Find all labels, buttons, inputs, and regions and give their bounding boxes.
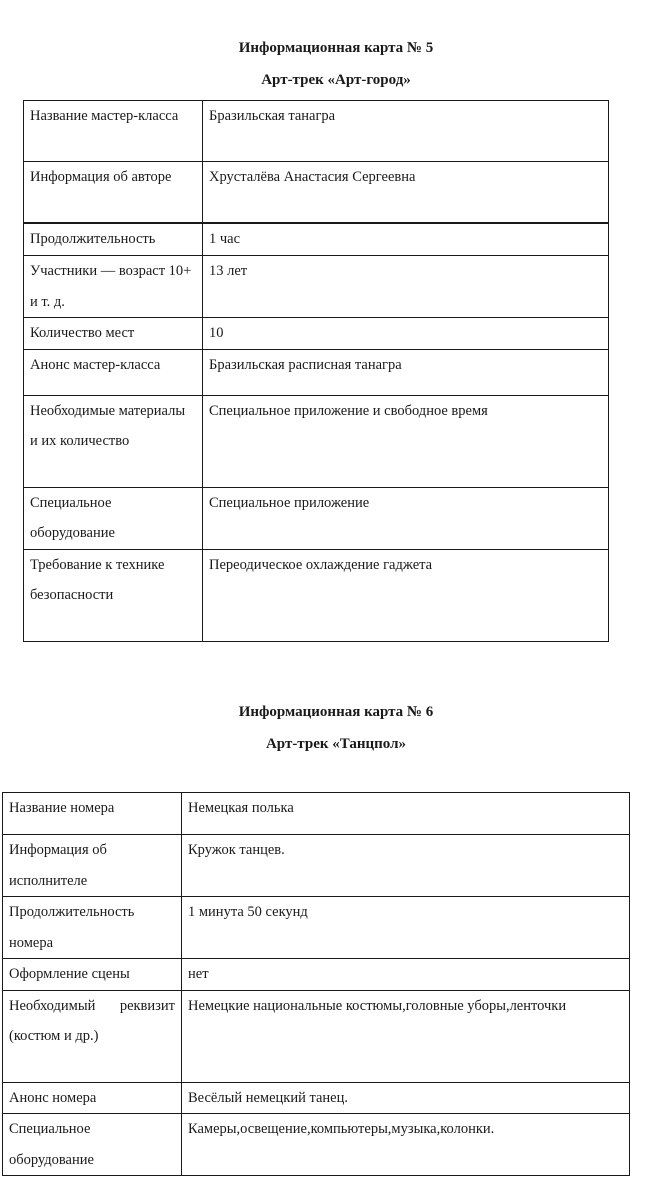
table-row <box>3 1082 630 1114</box>
row-label: Требование к технике безопасности <box>24 549 203 641</box>
table-row <box>24 487 609 549</box>
table-row <box>3 835 630 897</box>
row-label: Название мастер-класса <box>24 101 203 162</box>
card5-title: Информационная карта № 5 <box>238 40 434 56</box>
row-value: Немецкие национальные костюмы,головные уборы,ленточки <box>182 990 630 1082</box>
row-label: Специальное оборудование <box>3 1114 182 1176</box>
card6-title: Информационная карта № 6 <box>238 704 434 720</box>
row-label: Информация об авторе <box>24 162 203 223</box>
row-value: Весёлый немецкий танец. <box>182 1082 630 1114</box>
table-row <box>24 549 609 641</box>
table-row <box>24 162 609 223</box>
row-value: 1 час <box>203 223 609 256</box>
table-row <box>24 395 609 487</box>
row-value: Бразильская расписная танагра <box>203 349 609 395</box>
row-value: нет <box>182 959 630 991</box>
row-value: Специальное приложение и свободное время <box>203 395 609 487</box>
row-value: Кружок танцев. <box>182 835 630 897</box>
row-value: Хрусталёва Анастасия Сергеевна <box>203 162 609 223</box>
row-value: Камеры,освещение,компьютеры,музыка,колонки. <box>182 1114 630 1176</box>
row-label: Продолжительность номера <box>3 897 182 959</box>
table-row <box>24 101 609 162</box>
row-value: 1 минута 50 секунд <box>182 897 630 959</box>
row-label: Продолжительность <box>24 223 203 256</box>
card6-subtitle: Арт-трек «Танцпол» <box>265 736 407 752</box>
row-value: Специальное приложение <box>203 487 609 549</box>
table-row <box>24 223 609 256</box>
row-value: Бразильская танагра <box>203 101 609 162</box>
row-value: Переодическое охлаждение гаджета <box>203 549 609 641</box>
row-label: Участники — возраст 10+ и т. д. <box>24 256 203 318</box>
table-row <box>24 349 609 395</box>
table-row <box>3 959 630 991</box>
row-label: Необходимый реквизит (костюм и др.) <box>3 990 182 1082</box>
table-row <box>24 256 609 318</box>
table-row <box>3 793 630 835</box>
row-value: 13 лет <box>203 256 609 318</box>
row-label: Название номера <box>3 793 182 835</box>
row-label: Количество мест <box>24 318 203 350</box>
table-row <box>24 318 609 350</box>
table-row <box>3 1114 630 1176</box>
table-row <box>3 897 630 959</box>
row-label: Необходимые материалы и их количество <box>24 395 203 487</box>
row-value: Немецкая полька <box>182 793 630 835</box>
card5-table <box>23 100 609 642</box>
card6-table <box>2 792 630 1176</box>
row-label: Специальное оборудование <box>24 487 203 549</box>
row-label: Оформление сцены <box>3 959 182 991</box>
row-label: Информация об исполнителе <box>3 835 182 897</box>
row-label: Анонс мастер-класса <box>24 349 203 395</box>
row-value: 10 <box>203 318 609 350</box>
row-label: Анонс номера <box>3 1082 182 1114</box>
card5-subtitle: Арт-трек «Арт-город» <box>261 72 411 88</box>
table-row <box>3 990 630 1082</box>
